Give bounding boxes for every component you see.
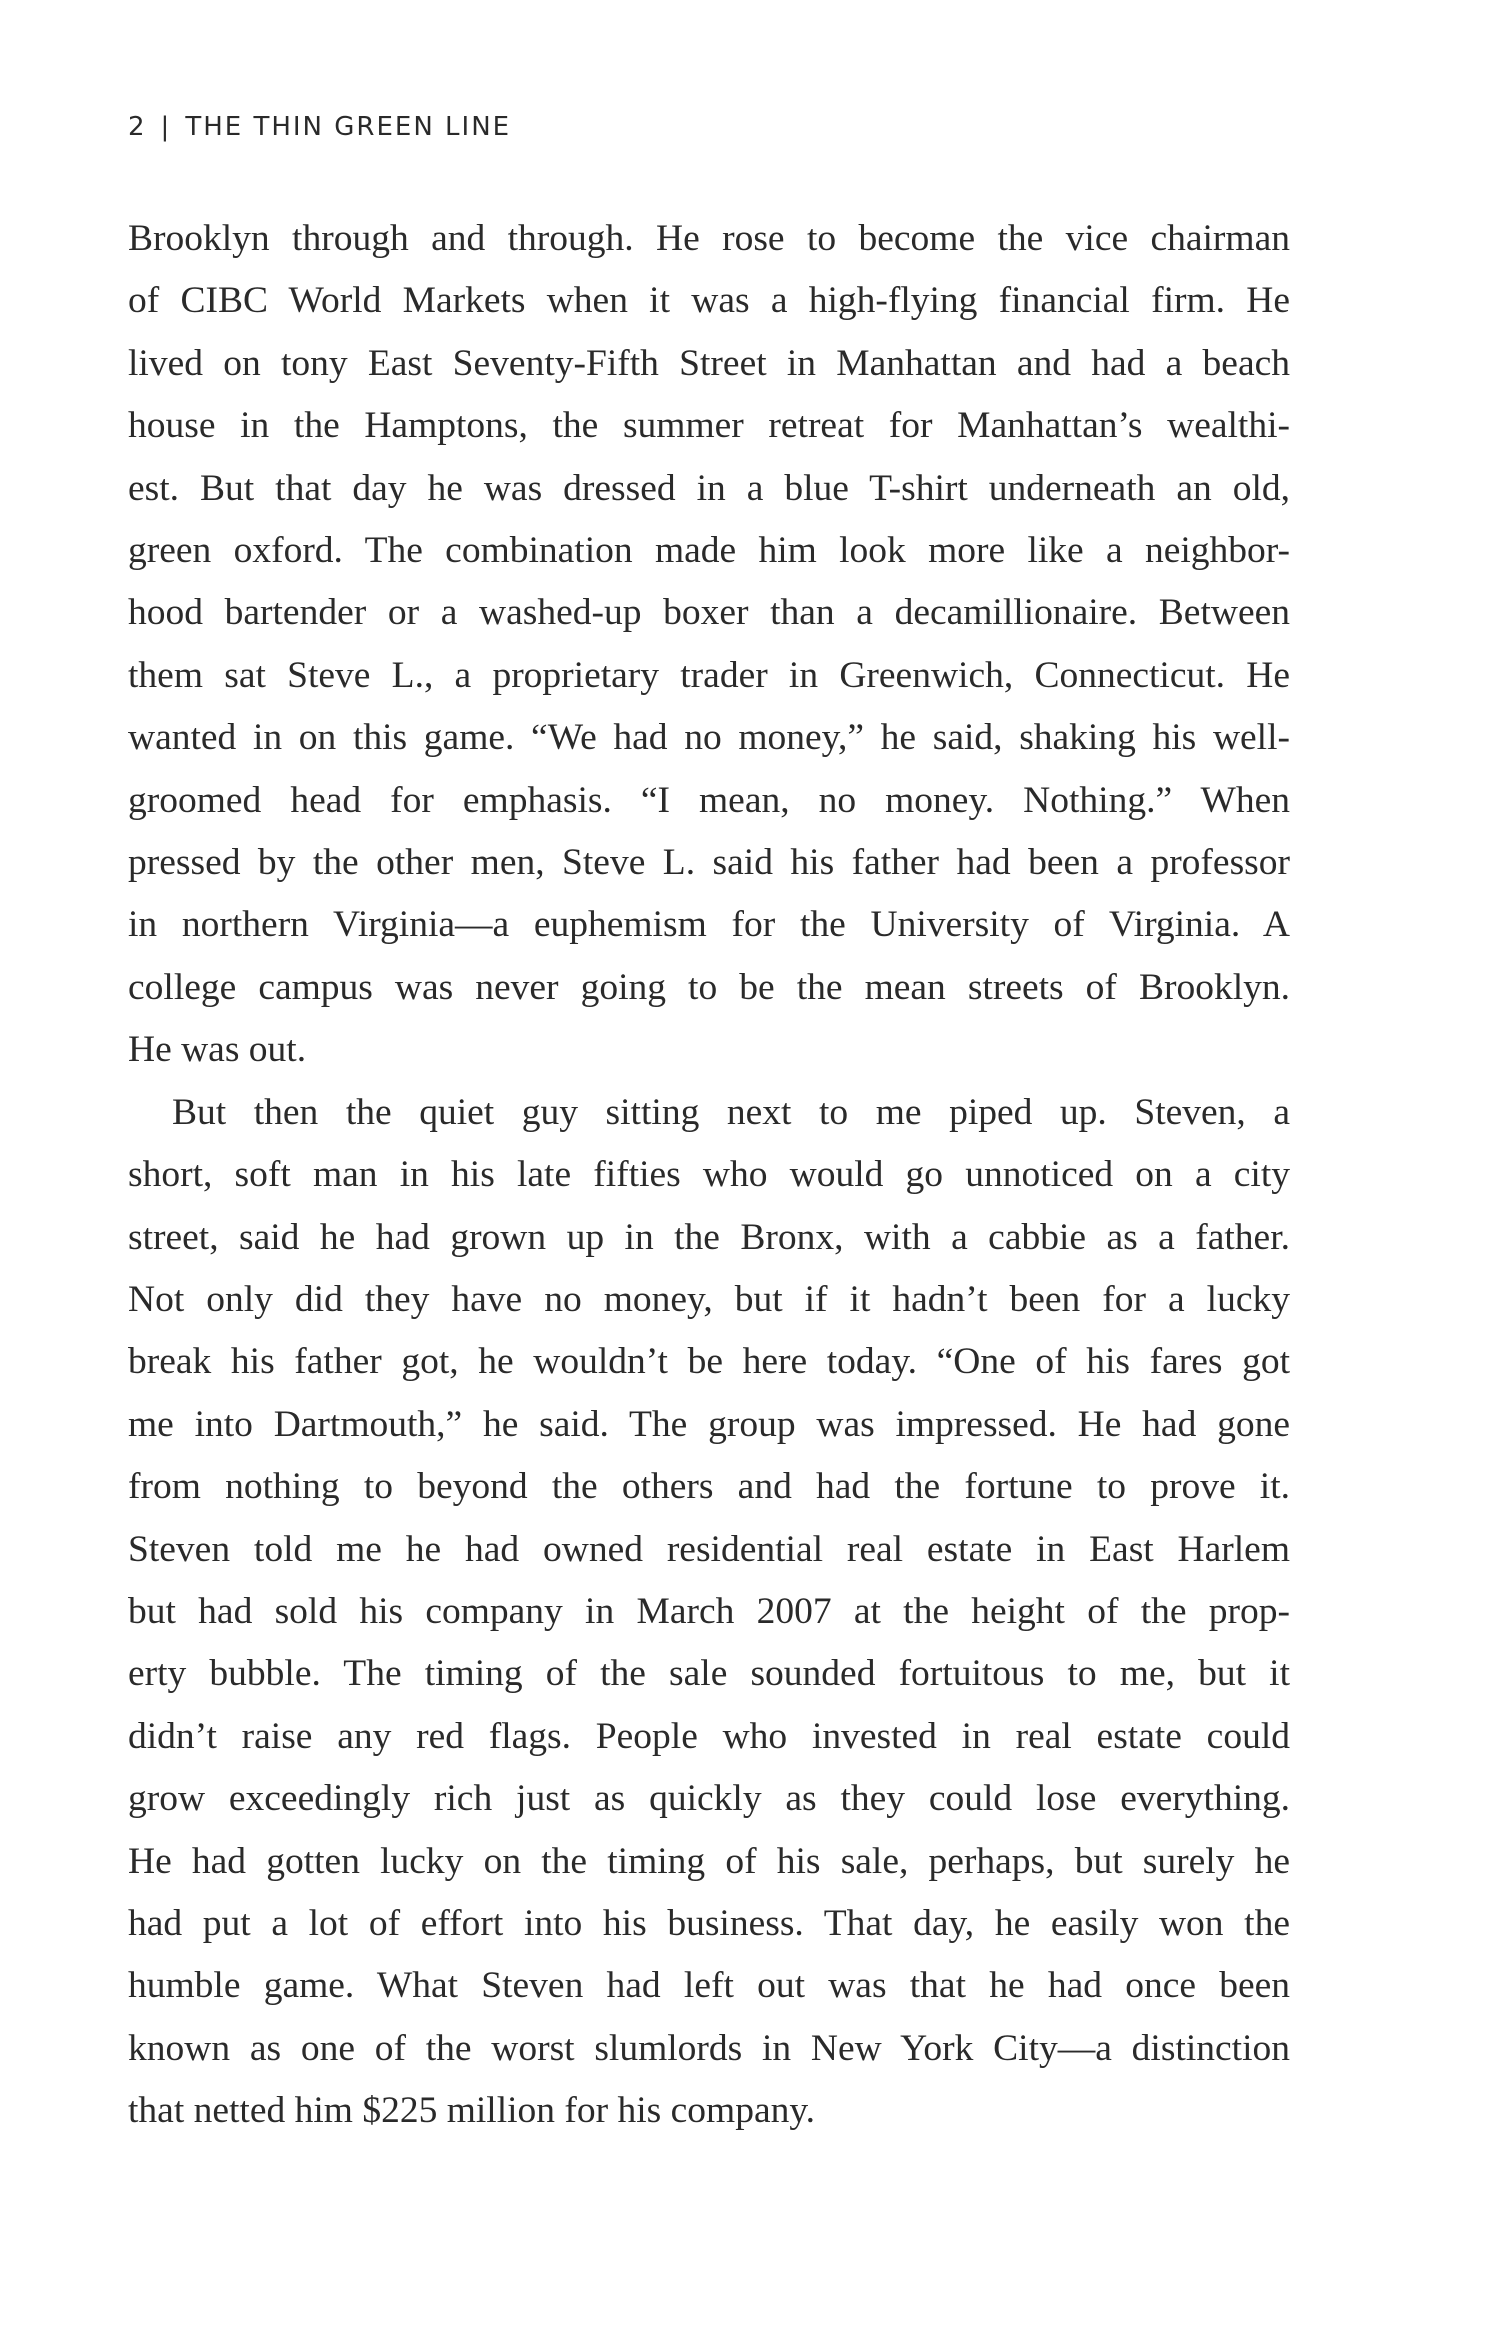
text-line: from nothing to beyond the others and had the fortune to prove it. (128, 1466, 1290, 1508)
text-line: grow exceedingly rich just as quickly as they could lose everything. (128, 1778, 1290, 1820)
body-text (128, 208, 1290, 2143)
text-line: that netted him $225 million for his company. (128, 2090, 816, 2132)
text-line: in northern Virginia—a euphemism for the University of Virginia. A (128, 904, 1290, 946)
text-line: wanted in on this game. “We had no money,” he said, shaking his well- (128, 717, 1290, 759)
text-line: Brooklyn through and through. He rose to become the vice chairman (128, 218, 1290, 259)
text-line: didn’t raise any red flags. People who invested in real estate could (128, 1715, 1290, 1757)
text-line: me into Dartmouth,” he said. The group was impressed. He had gone (128, 1403, 1290, 1445)
text-line: college campus was never going to be the mean streets of Brooklyn. (128, 966, 1290, 1008)
text-line: had put a lot of effort into his business. That day, he easily won the (128, 1902, 1290, 1944)
text-line: of CIBC World Markets when it was a high-flying financial firm. He (128, 280, 1290, 322)
header-separator: | (160, 112, 172, 142)
page-number: 2 (128, 112, 147, 142)
text-line: them sat Steve L., a proprietary trader in Greenwich, Connecticut. He (128, 654, 1290, 696)
text-line: Not only did they have no money, but if it hadn’t been for a lucky (128, 1278, 1290, 1320)
running-head (128, 112, 511, 142)
text-line: street, said he had grown up in the Bronx, with a cabbie as a father. (128, 1216, 1290, 1258)
text-line: break his father got, he wouldn’t be here today. “One of his fares got (128, 1341, 1290, 1383)
text-line: but had sold his company in March 2007 at the height of the prop- (128, 1590, 1290, 1632)
text-line: humble game. What Steven had left out was that he had once been (128, 1965, 1290, 2007)
book-title: THE THIN GREEN LINE (185, 112, 512, 142)
text-line: house in the Hamptons, the summer retreat for Manhattan’s wealthi- (128, 405, 1290, 447)
paragraph-2 (128, 1082, 1290, 2143)
text-line: short, soft man in his late fifties who would go unnoticed on a city (128, 1154, 1290, 1196)
text-line: lived on tony East Seventy-Fifth Street in Manhattan and had a beach (128, 342, 1290, 384)
text-line: green oxford. The combination made him look more like a neighbor- (128, 530, 1290, 572)
text-line: hood bartender or a washed-up boxer than a decamillionaire. Between (128, 592, 1290, 634)
text-line: groomed head for emphasis. “I mean, no money. Nothing.” When (128, 779, 1290, 821)
text-line: erty bubble. The timing of the sale sounded fortuitous to me, but it (128, 1653, 1290, 1695)
text-line: He was out. (128, 1029, 307, 1071)
text-line: Steven told me he had owned residential real estate in East Harlem (128, 1528, 1290, 1570)
paragraph-1 (128, 208, 1290, 1082)
text-line: est. But that day he was dressed in a blue T-shirt underneath an old, (128, 467, 1290, 509)
text-line: But then the quiet guy sitting next to me piped up. Steven, a (172, 1091, 1290, 1133)
text-line: pressed by the other men, Steve L. said his father had been a professor (128, 842, 1290, 884)
text-line: He had gotten lucky on the timing of his sale, perhaps, but surely he (128, 1840, 1290, 1882)
text-line: known as one of the worst slumlords in New York City—a distinction (128, 2027, 1290, 2069)
